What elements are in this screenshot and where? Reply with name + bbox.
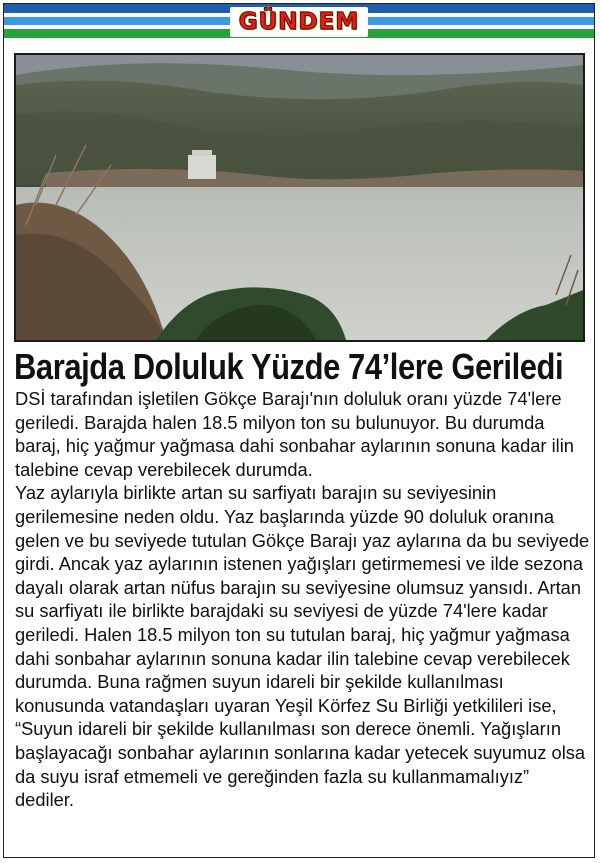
article-paragraph: Yaz aylarıyla birlikte artan su sarfiyatı barajın su seviyesinin gerilemesine neden oldu. Yaz başlarında yüzde 90 doluluk oranına gelen ve bu seviyede tutulan Gökçe Barajı yaz aylarına da bu seviyede girdi. Ancak yaz aylarının istenen yağışları getirmemesi ve ilde sezona dayalı olarak artan nüfus barajın su seviyesine olumsuz yansıdı. Artan su sarfiyatı ile birlikte barajdaki su seviyesi de yüzde 74'lere kadar geriledi. Halen 18.5 milyon ton su tutulan baraj, hiç yağmur yağmasa dahi sonbahar aylarının sonuna kadar ilin talebine cevap verebilecek durumda. Buna rağmen suyun idareli bir şekilde kullanılması konusunda vatandaşları uyaran Yeşil Körfez Su Birliği yetkilileri ise, “Suyun idareli bir şekilde kullanılması son derece önemli. Yağışların başlayacağı sonbahar aylarının sonlarına kadar yetecek suyumuz olsa da suyu israf etmemeli ve gereğinden fazla su kullanmamalıyız” dediler. (15, 482, 590, 811)
section-header (4, 4, 594, 40)
article-paragraph: DSİ tarafından işletilen Gökçe Barajı'nın doluluk oranı yüzde 74'lere geriledi. Barajda halen 18.5 milyon ton su bulunuyor. Bu durumda baraj, hiç yağmur yağmasa dahi sonbahar aylarının sonuna kadar ilin talebine cevap verebilecek durumda. (15, 388, 574, 480)
article-body (15, 387, 590, 812)
article-photo (14, 53, 585, 342)
section-label: GÜNDEM (238, 9, 360, 35)
article-headline: Barajda Doluluk Yüzde 74’lere Geriledi (14, 346, 564, 387)
section-label-badge (230, 7, 368, 37)
